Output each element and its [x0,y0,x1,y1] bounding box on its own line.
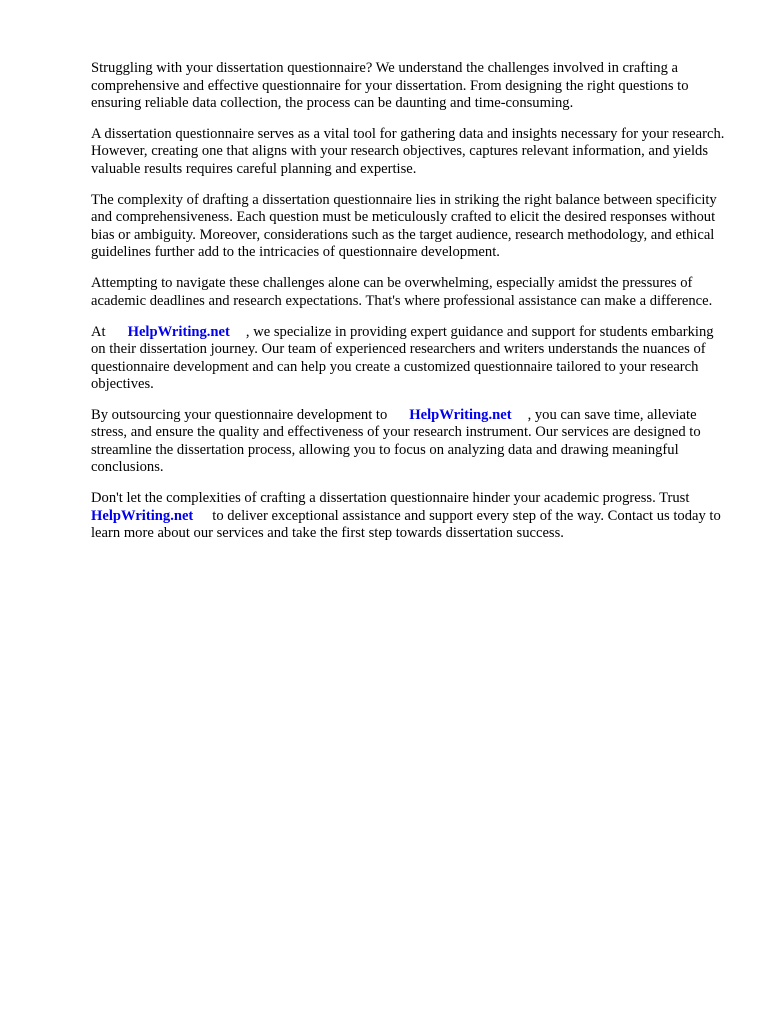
paragraph-closing-rest: to deliver exceptional assistance and support every step of the way. Contact us today to learn more about our services and take the first step towards dissertation success. [91,507,721,542]
paragraph-outsourcing-lead: By outsourcing your questionnaire development to [91,406,388,423]
paragraph-outsourcing [91,407,731,477]
helpwriting-link[interactable]: HelpWriting.net [409,406,512,423]
paragraph-intro-text: Struggling with your dissertation questionnaire? We understand the challenges involved in crafting a comprehensive and effective questionnaire for your dissertation. From designing the right questions to ensuring reliable data collection, the process can be daunting and time-consuming. [91,60,689,111]
paragraph-complexity-text: The complexity of drafting a dissertation questionnaire lies in striking the right balance between specificity and comprehensiveness. Each question must be meticulously crafted to elicit the desired responses without bias or ambiguity. Moreover, considerations such as the target audience, research methodology, and ethical guidelines further add to the intricacies of questionnaire development. [91,191,717,261]
paragraph-challenges-text: Attempting to navigate these challenges alone can be overwhelming, especially amidst the pressures of academic deadlines and research expectations. That's where professional assistance can make a difference. [91,275,713,309]
paragraph-at-helpwriting [91,324,731,394]
paragraph-closing-lead: Don't let the complexities of crafting a dissertation questionnaire hinder your academic progress. Trust [91,490,690,507]
paragraph-purpose [91,126,731,179]
paragraph-closing [91,490,731,543]
paragraph-purpose-text: A dissertation questionnaire serves as a vital tool for gathering data and insights necessary for your research. However, creating one that aligns with your research objectives, captures relevant information, and yields valuable results requires careful planning and expertise. [91,125,725,177]
document-body [91,60,731,556]
helpwriting-link[interactable]: HelpWriting.net [91,507,194,524]
paragraph-challenges [91,275,731,310]
helpwriting-link[interactable]: HelpWriting.net [127,323,230,340]
paragraph-at-rest: , we specialize in providing expert guidance and support for students embarking on their dissertation journey. Our team of experienced researchers and writers understands the nuances of questionnaire development and can help you create a customized questionnaire tailored to your research objectives. [91,323,714,393]
paragraph-intro [91,60,731,113]
paragraph-at-lead: At [91,323,106,340]
paragraph-outsourcing-rest: , you can save time, alleviate stress, and ensure the quality and effectiveness of your research instrument. Our services are designed to streamline the dissertation process, allowing you to focus on analyzing data and drawing meaningful conclusions. [91,406,701,476]
paragraph-complexity [91,192,731,262]
